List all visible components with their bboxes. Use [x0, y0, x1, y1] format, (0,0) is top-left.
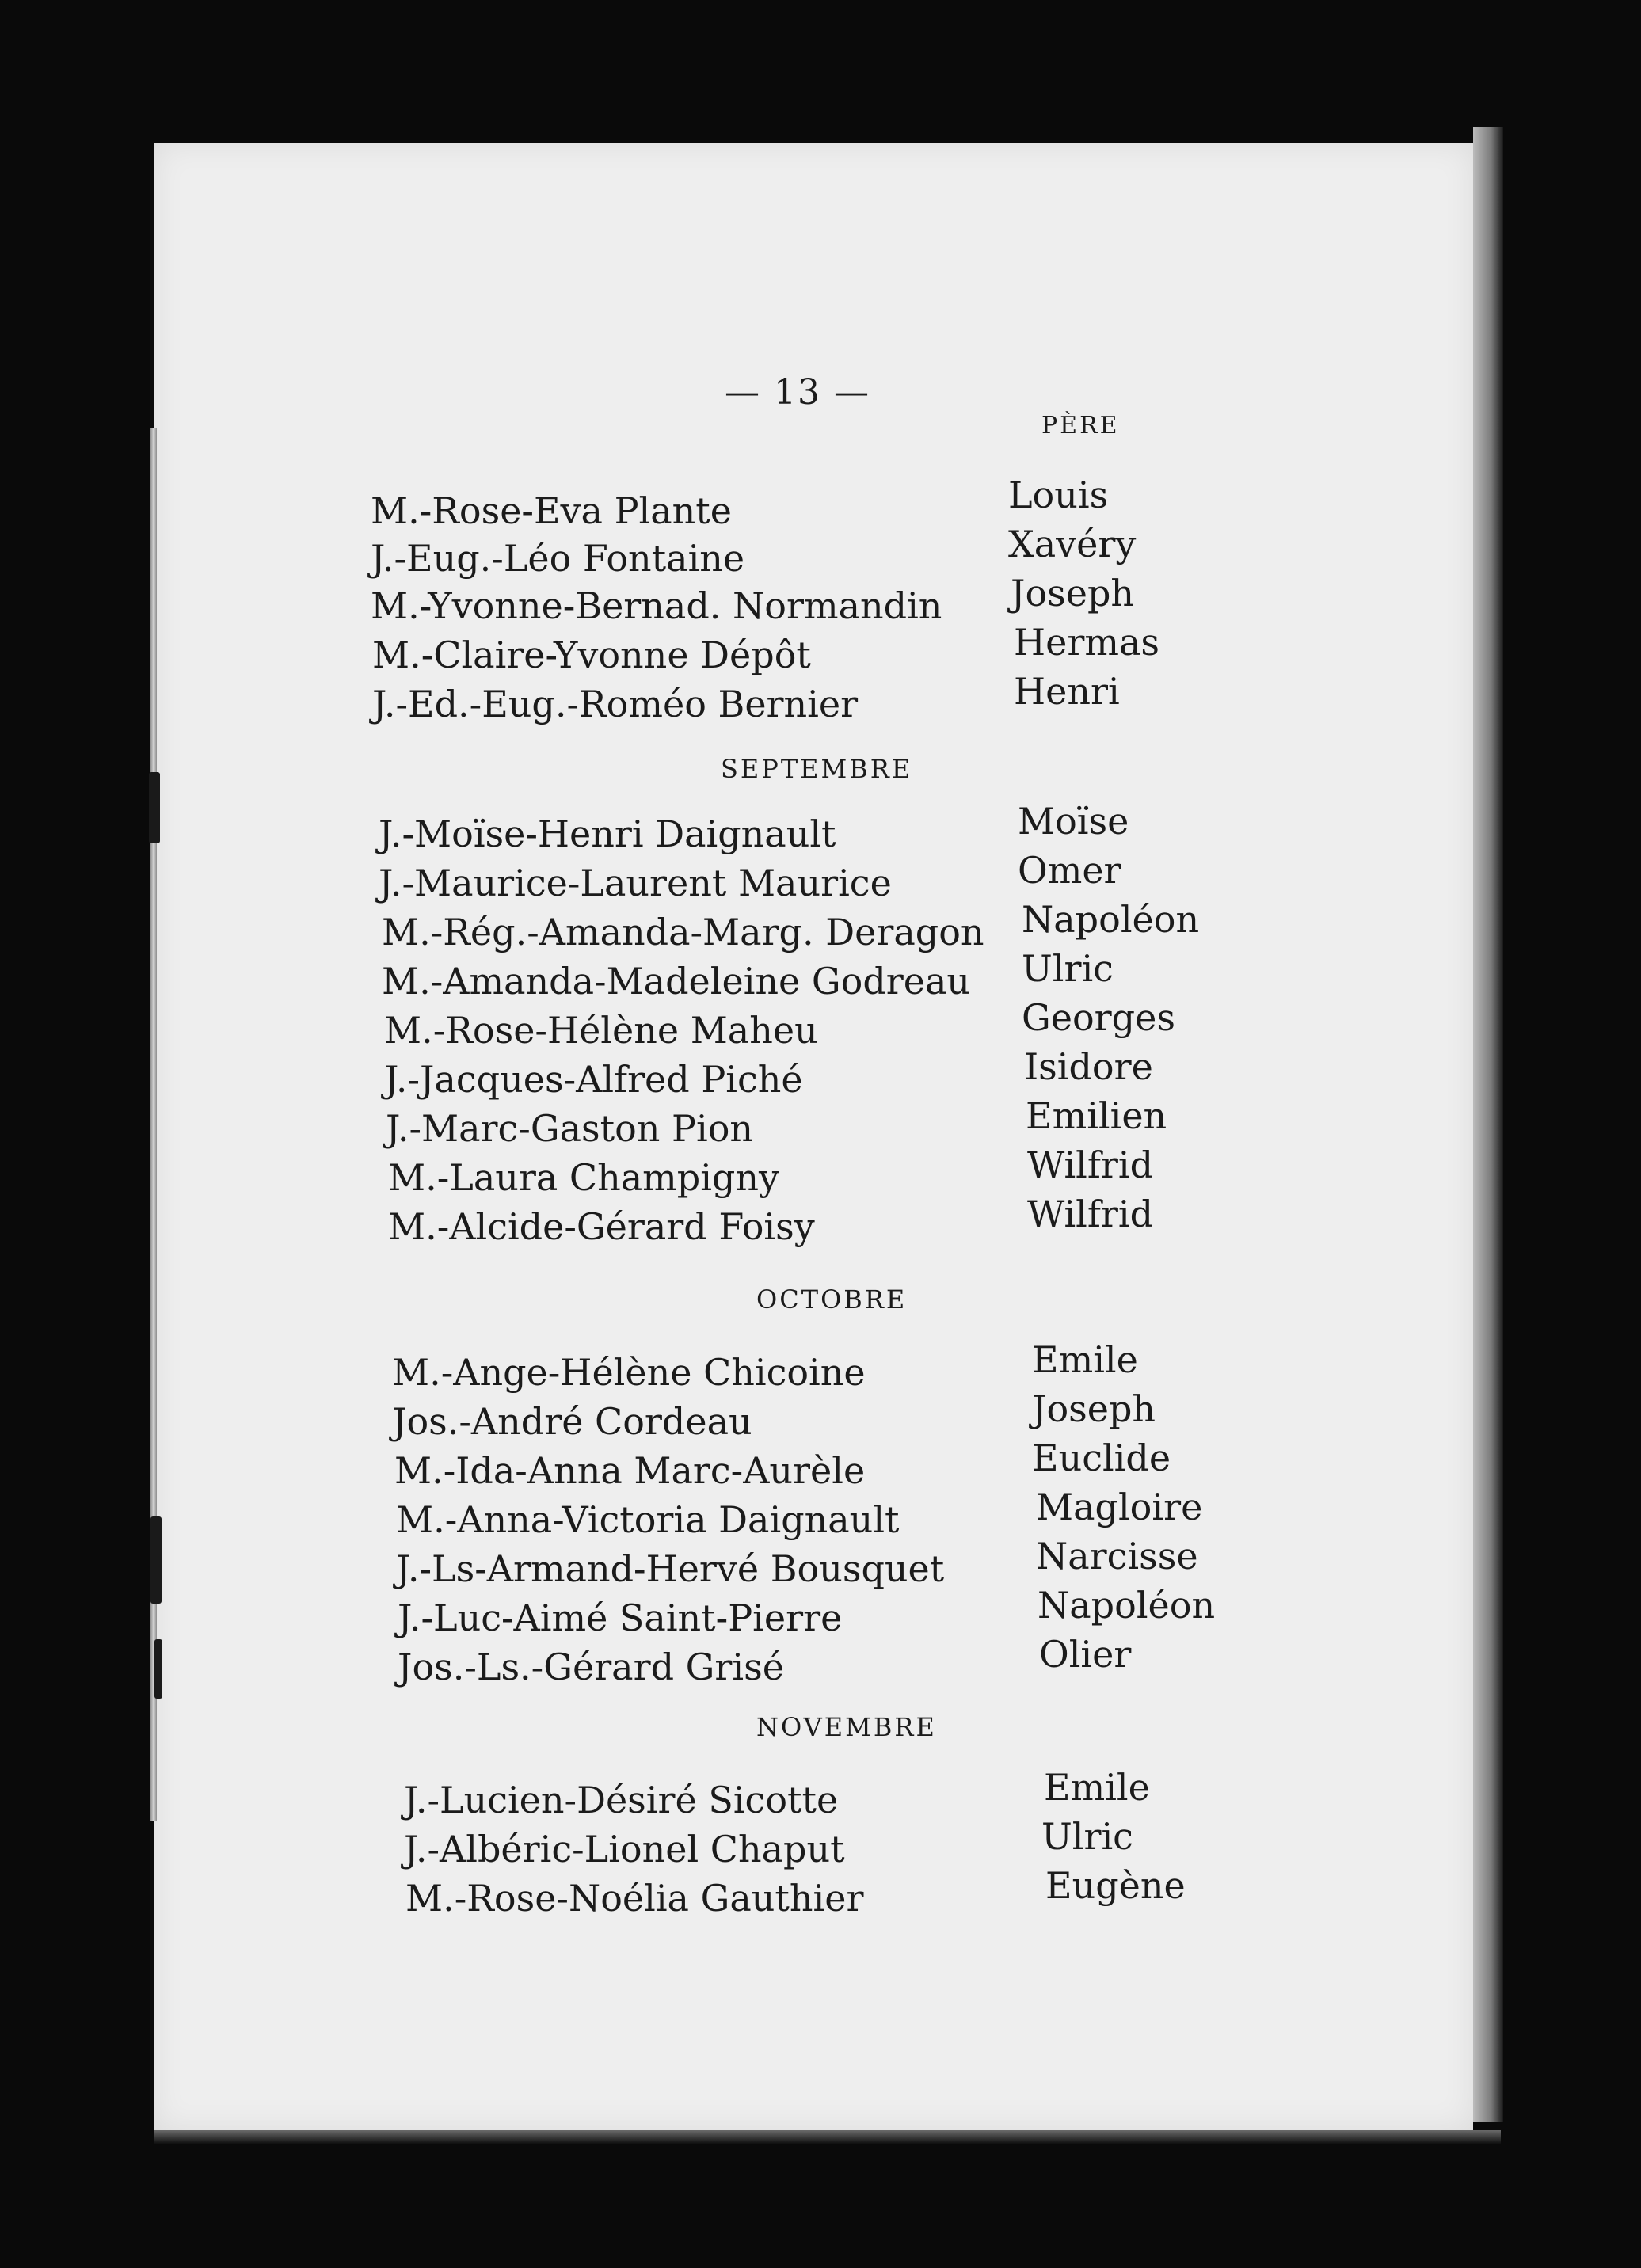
month-heading: SEPTEMBRE [721, 754, 913, 784]
father-name: Eugène [1045, 1864, 1186, 1907]
page-binding [150, 428, 157, 1821]
father-name: Magloire [1036, 1486, 1203, 1528]
child-name: M.-Rose-Hélène Maheu [384, 1009, 818, 1052]
child-name: J.-Ed.-Eug.-Roméo Bernier [372, 683, 859, 725]
father-name: Ulric [1041, 1815, 1133, 1858]
child-name: Jos.-André Cordeau [392, 1400, 752, 1443]
child-name: M.-Ida-Anna Marc-Aurèle [394, 1449, 866, 1492]
child-name: M.-Amanda-Madeleine Godreau [382, 960, 971, 1003]
father-name: Joseph [1011, 572, 1135, 615]
child-name: M.-Laura Champigny [388, 1156, 779, 1199]
father-name: Moïse [1018, 800, 1129, 843]
child-name: M.-Ange-Hélène Chicoine [392, 1351, 866, 1394]
child-name: J.-Eug.-Léo Fontaine [371, 537, 745, 580]
father-name: Ulric [1022, 947, 1114, 990]
month-heading: OCTOBRE [756, 1284, 908, 1315]
child-name: M.-Rose-Noélia Gauthier [405, 1877, 864, 1920]
father-name: Emile [1032, 1338, 1138, 1381]
child-name: J.-Jacques-Alfred Piché [384, 1058, 803, 1101]
father-name: Isidore [1024, 1045, 1153, 1088]
column-header-father: PÈRE [1041, 412, 1120, 440]
father-name: Henri [1014, 670, 1120, 713]
father-name: Narcisse [1036, 1535, 1198, 1577]
father-name: Napoléon [1038, 1584, 1216, 1627]
father-name: Wilfrid [1027, 1193, 1154, 1235]
month-heading: NOVEMBRE [756, 1712, 937, 1742]
father-name: Louis [1008, 474, 1109, 516]
binding-stitch-mark [149, 772, 160, 843]
father-name: Napoléon [1022, 898, 1200, 941]
page-edge [1473, 127, 1503, 2122]
page-number: — 13 — [725, 372, 870, 413]
father-name: Xavéry [1008, 523, 1137, 565]
child-name: M.-Claire-Yvonne Dépôt [372, 634, 811, 676]
child-name: J.-Luc-Aimé Saint-Pierre [398, 1596, 843, 1639]
child-name: M.-Rose-Eva Plante [371, 489, 733, 532]
binding-stitch-mark [150, 1516, 162, 1604]
child-name: J.-Ls-Armand-Hervé Bousquet [396, 1547, 945, 1590]
father-name: Emile [1044, 1766, 1150, 1809]
child-name: J.-Albéric-Lionel Chaput [404, 1828, 845, 1870]
father-name: Omer [1018, 849, 1121, 892]
child-name: J.-Lucien-Désiré Sicotte [404, 1779, 839, 1821]
child-name: M.-Alcide-Gérard Foisy [388, 1205, 815, 1248]
father-name: Hermas [1014, 621, 1159, 664]
child-name: J.-Marc-Gaston Pion [386, 1107, 754, 1150]
father-name: Olier [1039, 1633, 1132, 1676]
father-name: Euclide [1032, 1437, 1171, 1479]
binding-stitch-mark [154, 1639, 162, 1699]
child-name: M.-Yvonne-Bernad. Normandin [371, 584, 942, 627]
child-name: Jos.-Ls.-Gérard Grisé [398, 1646, 784, 1688]
father-name: Joseph [1032, 1387, 1156, 1430]
father-name: Wilfrid [1027, 1144, 1154, 1186]
child-name: M.-Anna-Victoria Daignault [396, 1498, 900, 1541]
child-name: J.-Maurice-Laurent Maurice [379, 862, 892, 904]
father-name: Emilien [1026, 1094, 1167, 1137]
page-bottom-shadow [154, 2130, 1501, 2144]
child-name: J.-Moïse-Henri Daignault [379, 812, 836, 855]
father-name: Georges [1022, 996, 1175, 1039]
child-name: M.-Rég.-Amanda-Marg. Deragon [382, 911, 984, 953]
